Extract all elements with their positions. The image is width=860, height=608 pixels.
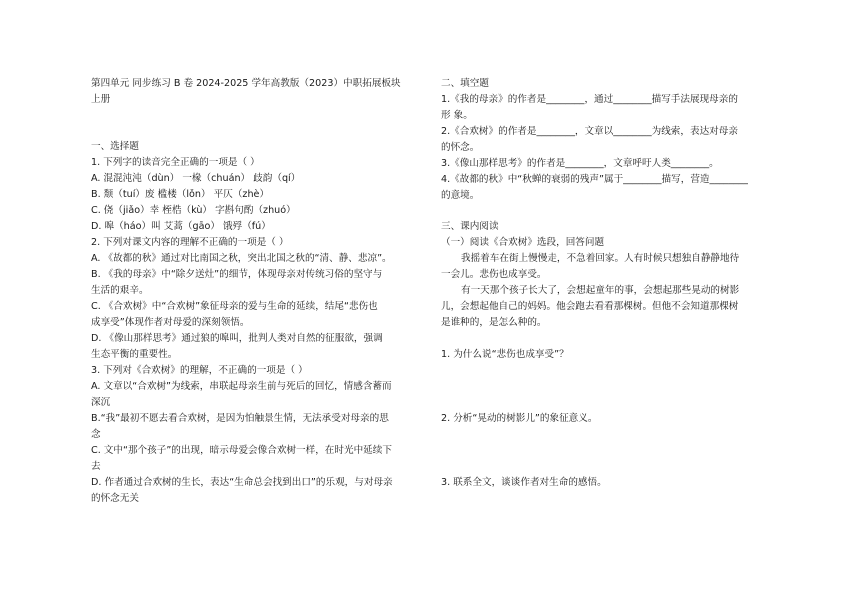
fill-1: 1.《我的母亲》的作者是________，通过________描写手法展现母亲的 bbox=[441, 94, 738, 105]
option-3d-cont: 的怀念无关 bbox=[91, 493, 139, 504]
option-1c: C. 侥（jiǎo）幸 桎梏（kù） 字斟句酌（zhuó） bbox=[91, 205, 296, 216]
section-heading-choice: 一、选择题 bbox=[91, 141, 139, 152]
option-3c-cont: 去 bbox=[91, 461, 101, 472]
option-2c-cont: 成享受”体现作者对母爱的深刻领悟。 bbox=[91, 317, 250, 328]
question-3: 3. 下列对《合欢树》的理解，不正确的一项是（ ） bbox=[91, 365, 308, 376]
section-heading-reading: 三、课内阅读 bbox=[441, 221, 499, 232]
option-1d: D. 嗥（háo）叫 艾蒿（gāo） 饿殍（fú） bbox=[91, 221, 271, 232]
reading-question-1: 1. 为什么说“悲伤也成享受”？ bbox=[441, 349, 569, 360]
section-heading-fill: 二、填空题 bbox=[441, 78, 489, 89]
option-3c: C. 文中“那个孩子”的出现，暗示母爱会像合欢树一样，在时光中延续下 bbox=[91, 445, 392, 456]
option-2b-cont: 生活的艰辛。 bbox=[91, 285, 149, 296]
fill-4: 4.《故都的秋》中“秋蝉的衰弱的残声”属于________描写，营造________ bbox=[441, 174, 748, 185]
option-1a: A. 混混沌沌（dùn） 一椽（chuán） 歧韵（qí） bbox=[91, 173, 301, 184]
option-2a: A. 《故都的秋》通过对比南国之秋，突出北国之秋的“清、静、悲凉”。 bbox=[91, 253, 392, 264]
fill-4-cont: 的意境。 bbox=[441, 190, 480, 201]
reading-question-2: 2. 分析“晃动的树影儿”的象征意义。 bbox=[441, 413, 598, 424]
fill-1-cont: 形 象。 bbox=[441, 110, 473, 121]
passage-para-2: 有一天那个孩子长大了，会想起童年的事，会想起那些晃动的树影 bbox=[461, 285, 740, 296]
option-1b: B. 颓（tuí）废 槛楼（lǒn） 平仄（zhè） bbox=[91, 189, 270, 200]
fill-3: 3.《像山那样思考》的作者是________，文章呼吁人类________。 bbox=[441, 158, 719, 169]
passage-para-1-cont: 一会儿。悲伤也成享受。 bbox=[441, 269, 547, 280]
reading-question-3: 3. 联系全文，谈谈作者对生命的感悟。 bbox=[441, 477, 607, 488]
fill-2-cont: 的怀念。 bbox=[441, 142, 480, 153]
option-3b-cont: 念 bbox=[91, 429, 101, 440]
option-2d: D. 《像山那样思考》通过狼的嗥叫，批判人类对自然的征服欲，强调 bbox=[91, 333, 383, 344]
document-title: 第四单元 同步练习 B 卷 2024-2025 学年高教版（2023）中职拓展板块 bbox=[91, 78, 401, 89]
option-3d: D. 作者通过合欢树的生长，表达“生命总会找到出口”的乐观，与对母亲 bbox=[91, 477, 393, 488]
option-2c: C. 《合欢树》中“合欢树”象征母亲的爱与生命的延续，结尾“悲伤也 bbox=[91, 301, 378, 312]
option-2b: B. 《我的母亲》中“除夕送灶”的细节，体现母亲对传统习俗的坚守与 bbox=[91, 269, 383, 280]
passage-para-2-cont: 儿，会想起他自己的妈妈。他会跑去看看那棵树。但他不会知道那棵树 bbox=[441, 301, 739, 312]
option-3b: B.“我”最初不愿去看合欢树，是因为怕触景生情，无法承受对母亲的思 bbox=[91, 413, 389, 424]
option-2d-cont: 生态平衡的重要性。 bbox=[91, 349, 178, 360]
passage-para-2-end: 是谁种的，是怎么种的。 bbox=[441, 317, 547, 328]
option-3a: A. 文章以“合欢树”为线索，串联起母亲生前与死后的回忆，情感含蓄而 bbox=[91, 381, 392, 392]
question-2: 2. 下列对课文内容的理解不正确的一项是（ ） bbox=[91, 237, 289, 248]
question-1: 1. 下列字的读音完全正确的一项是（ ） bbox=[91, 157, 260, 168]
document-title-cont: 上册 bbox=[91, 94, 111, 105]
fill-2: 2.《合欢树》的作者是________，文章以________为线索，表达对母亲 bbox=[441, 126, 738, 137]
option-3a-cont: 深沉 bbox=[91, 397, 111, 408]
passage-para-1: 我摇着车在街上慢慢走，不急着回家。人有时候只想独自静静地待 bbox=[461, 253, 740, 264]
reading-subheading: （一）阅读《合欢树》选段，回答问题 bbox=[441, 237, 605, 248]
